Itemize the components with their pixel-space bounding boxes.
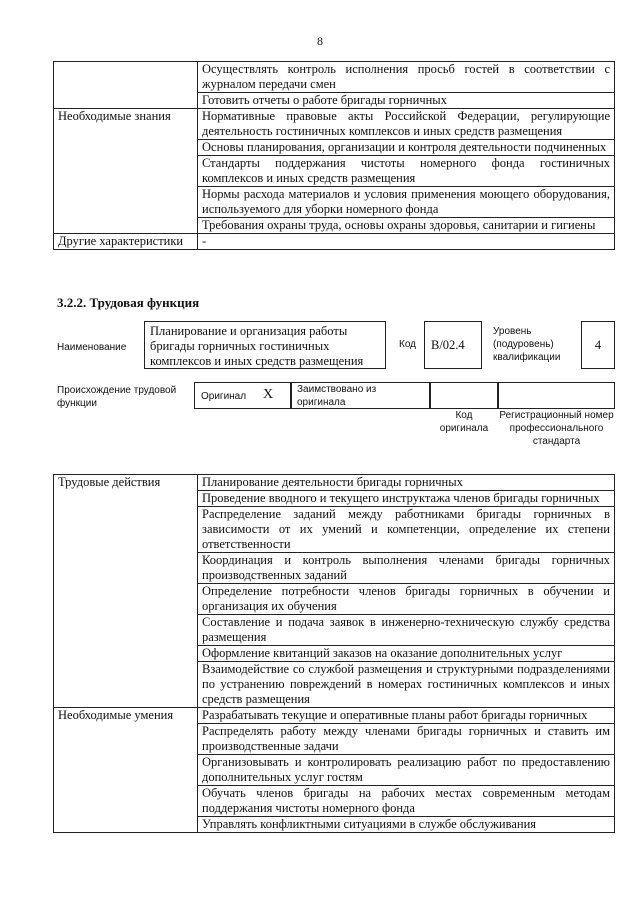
- requirement-item: Распределение заданий между работниками бригады горничных в зависимости от их умений и компетенции, определение их степени ответственности: [198, 507, 615, 553]
- origin-label: Происхождение трудовой функции: [57, 385, 177, 409]
- requirement-item: Взаимодействие со службой размещения и структурными подразделениями по устранению повреждений в номерах гостиничных комплексов и иных средств размещения: [198, 662, 615, 708]
- requirement-item: Организовывать и контролировать реализацию работ по предоставлению дополнительных услуг гостям: [198, 755, 615, 786]
- requirement-item: Стандарты поддержания чистоты номерного фонда гостиничных комплексов и иных средств размещения: [198, 156, 615, 187]
- requirement-item: Разрабатывать текущие и оперативные планы работ бригады горничных: [198, 708, 615, 724]
- requirement-item: Осуществлять контроль исполнения просьб гостей в соответствии с журналом передачи смен: [198, 62, 615, 93]
- section-title: 3.2.2. Трудовая функция: [57, 295, 200, 310]
- row-category-label: Необходимые умения: [54, 708, 198, 833]
- table-row: [54, 475, 615, 491]
- requirement-item: Управлять конфликтными ситуациями в службе обслуживания: [198, 817, 615, 833]
- row-category-label: Необходимые знания: [54, 109, 198, 234]
- requirement-item: Требования охраны труда, основы охраны здоровья, санитарии и гигиены: [198, 218, 615, 234]
- table-row: [54, 62, 615, 93]
- labor-actions-table: [53, 474, 615, 833]
- origin-code-box: [430, 382, 498, 409]
- registration-number-caption: Регистрационный номер профессионального стандарта: [499, 410, 614, 447]
- page-number: 8: [317, 34, 323, 48]
- requirement-item: Планирование деятельности бригады горничных: [198, 475, 615, 491]
- table-row: [54, 109, 615, 140]
- requirement-item: Основы планирования, организации и контроля деятельности подчиненных: [198, 140, 615, 156]
- requirement-item: -: [198, 234, 615, 250]
- table-row: [54, 708, 615, 724]
- function-name-label: Наименование: [57, 342, 127, 353]
- table-row: [54, 234, 615, 250]
- requirement-item: Оформление квитанций заказов на оказание дополнительных услуг: [198, 646, 615, 662]
- function-name-box: Планирование и организация работы бригады горничных гостиничных комплексов и иных средств размещения: [144, 321, 386, 369]
- original-mark: X: [263, 387, 274, 402]
- row-category-label: [54, 62, 198, 109]
- code-original-caption: Код оригинала: [439, 410, 489, 434]
- requirement-item: Обучать членов бригады на рабочих местах современным методам поддержания чистоты номерного фонда: [198, 786, 615, 817]
- requirement-item: Проведение вводного и текущего инструктажа членов бригады горничных: [198, 491, 615, 507]
- function-code-box: B/02.4: [424, 321, 482, 369]
- original-label: Оригинал: [201, 391, 247, 402]
- requirement-item: Распределять работу между членами бригады горничных и ставить им производственные задачи: [198, 724, 615, 755]
- origin-reg-number-box: [498, 382, 615, 409]
- row-category-label: Трудовые действия: [54, 475, 198, 708]
- requirement-item: Нормативные правовые акты Российской Федерации, регулирующие деятельность гостиничных комплексов и иных средств размещения: [198, 109, 615, 140]
- borrowed-label: Заимствовано из оригинала: [297, 384, 377, 408]
- requirement-item: Определение потребности членов бригады горничных в обучении и организация их обучения: [198, 584, 615, 615]
- requirement-item: Нормы расхода материалов и условия применения моющего оборудования, используемого для уборки номерного фонда: [198, 187, 615, 218]
- qualification-level-box: 4: [581, 321, 615, 369]
- function-code-label: Код: [399, 339, 417, 350]
- requirement-item: Составление и подача заявок в инженерно-техническую службу средства размещения: [198, 615, 615, 646]
- top-requirements-table: [53, 61, 615, 250]
- requirement-item: Готовить отчеты о работе бригады горничных: [198, 93, 615, 109]
- qualification-level-label: Уровень (подуровень) квалификации: [493, 326, 561, 363]
- row-category-label: Другие характеристики: [54, 234, 198, 250]
- requirement-item: Координация и контроль выполнения членами бригады горничных производственных заданий: [198, 553, 615, 584]
